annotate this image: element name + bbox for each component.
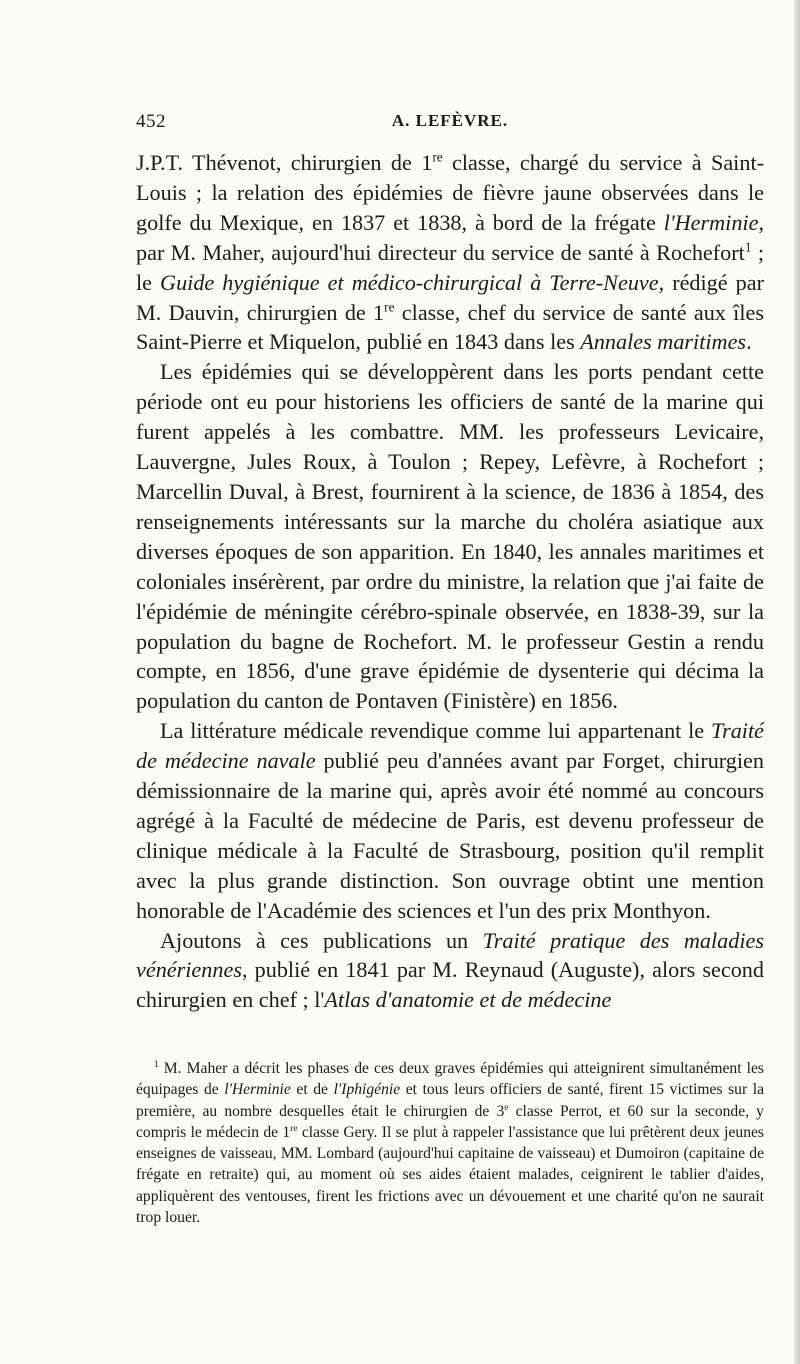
body-text: [136, 148, 764, 1015]
paragraph-1: J.P.T. Thévenot, chirurgien de 1re classe, chargé du service à Saint-Louis ; la relation des épidémies de fièvre jaune observées dans le golfe du Mexique, en 1837 et 1838, à bord de la frégate l'Herminie, par M. Maher, aujourd'hui directeur du service de santé à Rochefort$^1$ ; le Guide hygiénique et médico-chirurgical à Terre-Neuve, rédigé par M. Dauvin, chirurgien de 1re classe, chef du service de santé aux îles Saint-Pierre et Miquelon, publié en 1843 dans les Annales maritimes.: [136, 149, 764, 355]
running-head: A. LEFÈVRE.: [391, 111, 509, 130]
footnote-reference: 1: [744, 239, 752, 255]
paragraph-2: Les épidémies qui se développèrent dans les ports pendant cette période ont eu pour historiens les officiers de santé de la marine qui furent appelés à les combattre. MM. les professeurs Levicaire, Lauvergne, Jules Roux, à Toulon ; Repey, Lefèvre, à Rochefort ; Marcellin Duval, à Brest, fournirent à la science, de 1836 à 1854, des renseignements intéressants sur la marche du choléra asiatique aux diverses époques de son apparition. En 1840, les annales maritimes et coloniales insérèrent, par ordre du ministre, la relation que j'ai faite de l'épidémie de méningite cérébro-spinale observée, en 1838-39, sur la population du bagne de Rochefort. M. le professeur Gestin a rendu compte, en 1856, d'une grave épidémie de dysenterie qui décima la population du canton de Pontaven (Finistère) en 1856.: [136, 359, 764, 714]
paragraph-4: Ajoutons à ces publications un Traité pratique des maladies vénériennes, publié en 1841 par M. Reynaud (Auguste), alors second chirurgien en chef ; l'Atlas d'anatomie et de médecine: [136, 927, 764, 1013]
page-edge: [794, 0, 800, 1364]
footnote-section: [136, 1058, 764, 1228]
footnote-mark: 1: [154, 1059, 159, 1070]
page-number: 452: [136, 111, 166, 132]
footnote-1: $^1$ M. Maher a décrit les phases de ces deux graves épidémies qui atteignirent simultanément les équipages de l'Herminie et de l'Iphigénie et tous leurs officiers de santé, firent 15 victimes sur la première, au nombre desquelles était le chirurgien de 3e classe Perrot, et 60 sur la seconde, y compris le médecin de 1re classe Gery. Il se plut à rappeler l'assistance que lui prêtèrent deux jeunes enseignes de vaisseau, MM. Lombard (aujourd'hui capitaine de vaisseau) et Dumoiron (capitaine de frégate en retraite) qui, au moment où ses aides étaient malades, ceignirent le tablier d'aides, appliquèrent des ventouses, firent les frictions avec un dévouement et une charité qu'on ne saurait trop louer.: [136, 1059, 765, 1227]
page-header: [136, 111, 764, 137]
paragraph-3: La littérature médicale revendique comme lui appartenant le Traité de médecine navale publié peu d'années avant par Forget, chirurgien démissionnaire de la marine qui, après avoir été nommé au concours agrégé à la Faculté de médecine de Paris, est devenu professeur de clinique médicale à la Faculté de Strasbourg, position qu'il remplit avec la plus grande distinction. Son ouvrage obtint une mention honorable de l'Académie des sciences et l'un des prix Monthyon.: [136, 718, 764, 923]
